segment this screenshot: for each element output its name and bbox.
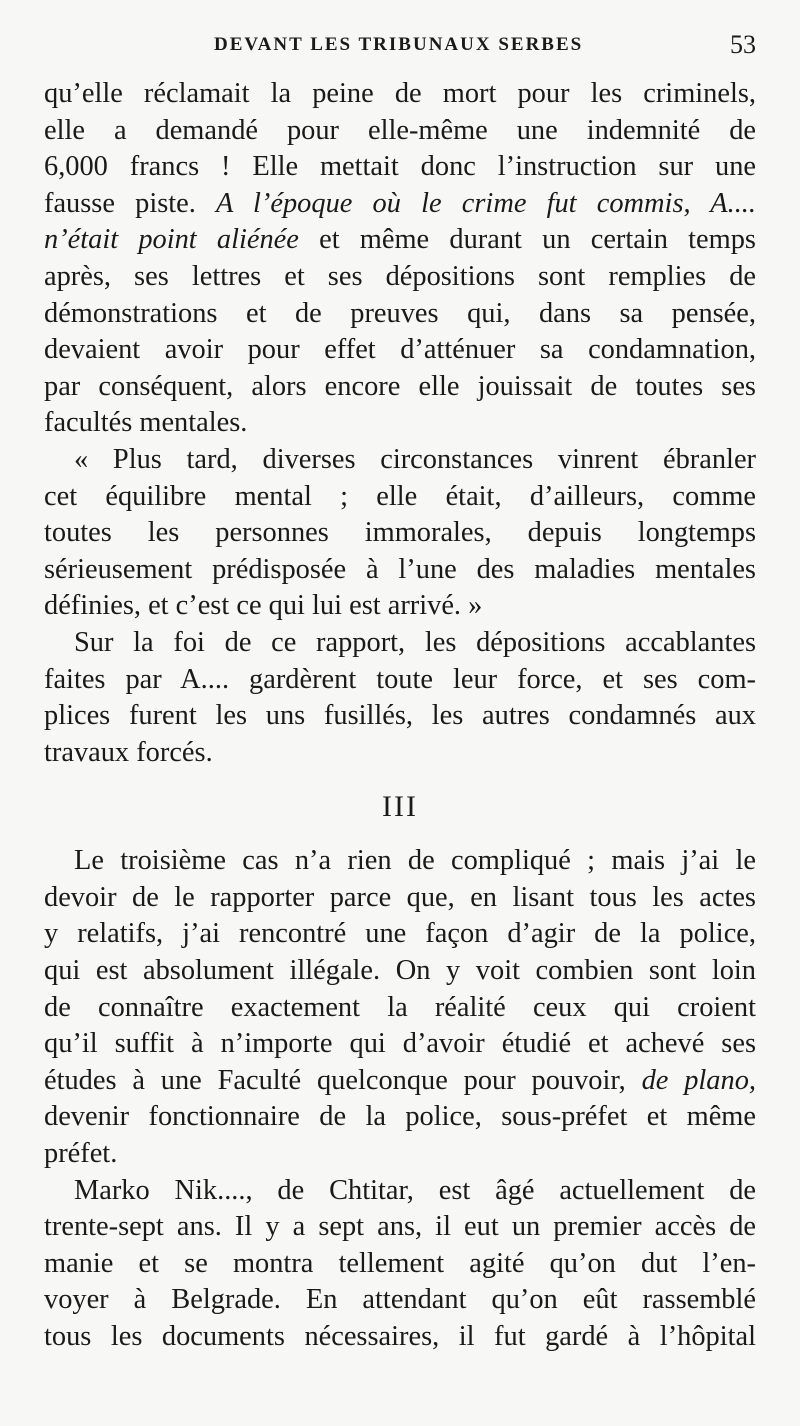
running-title: DEVANT LES TRIBUNAUX SERBES	[214, 34, 584, 55]
italic-span: A l’époque où le crime fut commis, A....	[216, 187, 756, 219]
text-line: qu’elle réclamait la peine de mort pour les criminels,	[44, 78, 756, 109]
text-span: études à une Faculté quelconque pour pouvoir,	[44, 1064, 642, 1096]
text-line: sérieusement prédisposée à l’une des maladies mentales	[44, 553, 756, 585]
text-line: par conséquent, alors encore elle jouissait de toutes ses	[44, 370, 756, 402]
text-line: définies, et c’est ce qui lui est arrivé. »	[44, 590, 483, 622]
text-line: cet équilibre mental ; elle était, d’ailleurs, comme	[44, 480, 756, 512]
text-line: « Plus tard, diverses circonstances vinrent ébranler	[74, 443, 756, 475]
text-line	[44, 222, 756, 259]
italic-span: de plano,	[641, 1064, 756, 1096]
text-line: facultés mentales.	[44, 407, 248, 439]
text-line: faites par A.... gardèrent toute leur force, et ses com-	[44, 663, 756, 695]
text-line: Marko Nik...., de Chtitar, est âgé actuellement de	[74, 1174, 756, 1206]
text-line: tous les documents nécessaires, il fut gardé à l’hôpital	[44, 1321, 756, 1352]
text-line: de connaître exactement la réalité ceux qui croient	[44, 991, 756, 1023]
text-line: devaient avoir pour effet d’atténuer sa condamnation,	[44, 334, 756, 366]
text-line: devoir de le rapporter parce que, en lisant tous les actes	[44, 881, 756, 913]
text-line: Le troisième cas n’a rien de compliqué ; mais j’ai le	[74, 845, 756, 877]
text-line: préfet.	[44, 1138, 118, 1170]
text-span: fausse piste.	[44, 187, 217, 219]
section-heading: III	[382, 790, 418, 824]
text-line: qui est absolument illégale. On y voit combien sont loin	[44, 955, 756, 987]
text-line: devenir fonctionnaire de la police, sous-préfet et même	[44, 1101, 756, 1133]
text-line: après, ses lettres et ses dépositions sont remplies de	[44, 260, 756, 292]
text-line: Sur la foi de ce rapport, les dépositions accablantes	[74, 626, 756, 658]
text-line: manie et se montra tellement agité qu’on dut l’en-	[44, 1247, 756, 1279]
text-line: qu’il suffit à n’importe qui d’avoir étudié et achevé ses	[44, 1028, 756, 1060]
text-line	[44, 1063, 756, 1100]
text-line: 6,000 francs ! Elle mettait donc l’instruction sur une	[44, 151, 756, 183]
text-line	[44, 186, 756, 223]
text-line: trente-sept ans. Il y a sept ans, il eut un premier accès de	[44, 1211, 756, 1243]
text-line: elle a demandé pour elle-même une indemnité de	[44, 114, 756, 146]
text-line: démonstrations et de preuves qui, dans sa pensée,	[44, 297, 756, 329]
text-line: toutes les personnes immorales, depuis longtemps	[44, 517, 756, 549]
text-line: y relatifs, j’ai rencontré une façon d’agir de la police,	[44, 918, 756, 950]
page-number: 53	[730, 30, 756, 59]
running-head	[44, 30, 756, 64]
text-line: travaux forcés.	[44, 736, 213, 768]
italic-span: n’était point aliénée	[44, 224, 299, 256]
text-span: et même durant un certain temps	[298, 224, 756, 256]
text-line: plices furent les uns fusillés, les autres condamnés aux	[44, 700, 756, 732]
text-line: voyer à Belgrade. En attendant qu’on eût rassemblé	[44, 1284, 756, 1316]
body-text	[44, 76, 756, 1356]
